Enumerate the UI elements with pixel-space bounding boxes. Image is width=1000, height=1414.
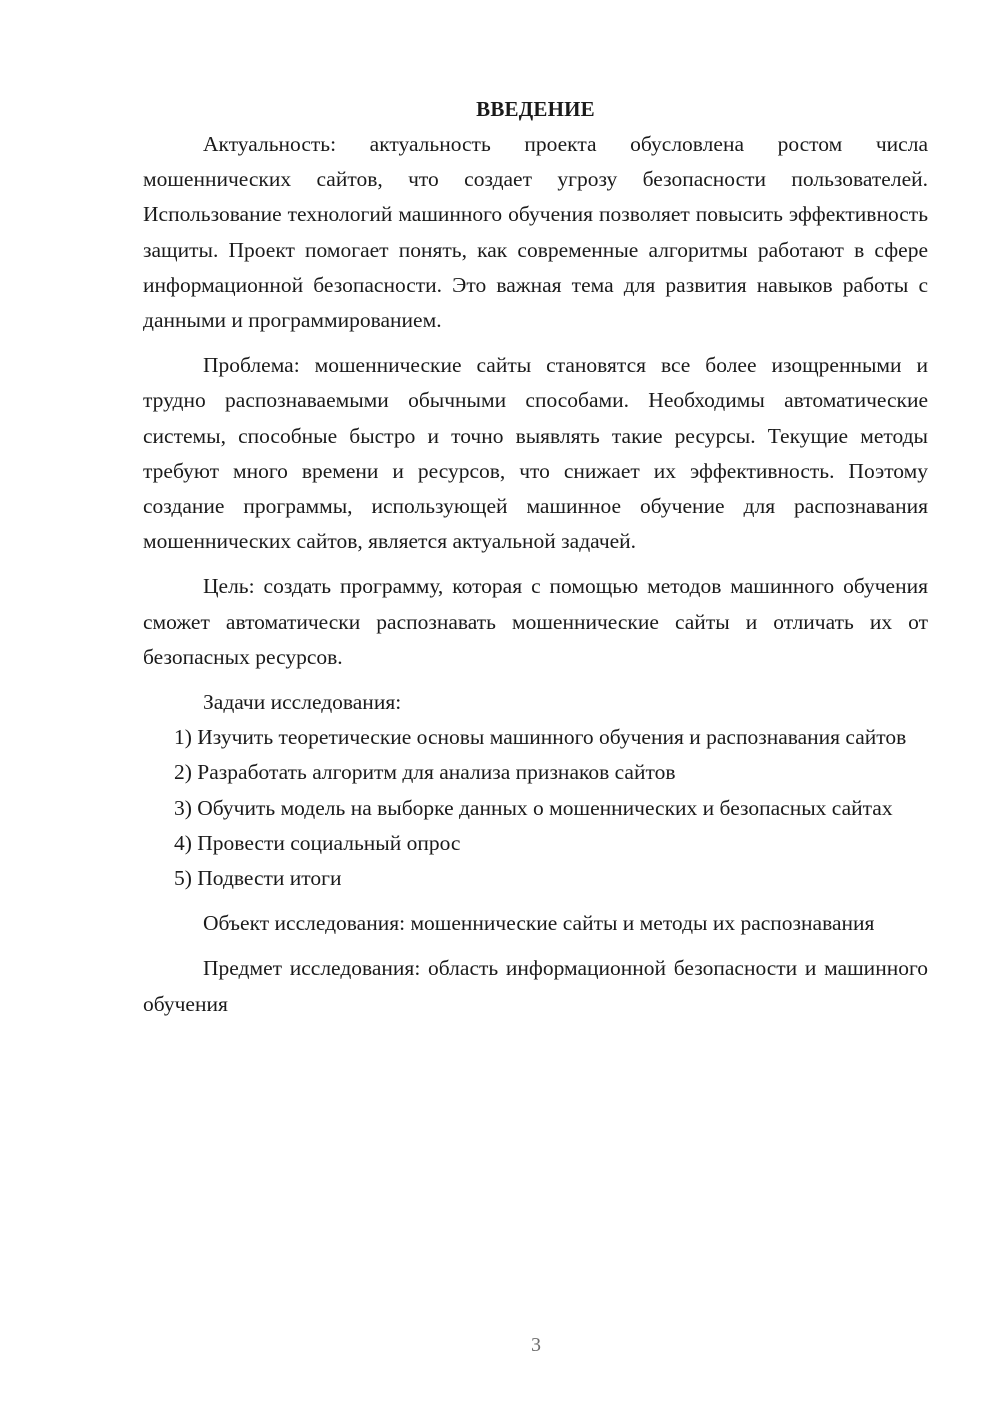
list-item: 3) Обучить модель на выборке данных о мошеннических и безопасных сайтах xyxy=(174,795,893,820)
page-number: 3 xyxy=(531,1334,541,1356)
paragraph-goal: Цель: создать программу, которая с помощью методов машинного обучения сможет автоматически распознавать мошеннические сайты и отличать их от безопасных ресурсов. xyxy=(143,574,928,669)
list-item: 4) Провести социальный опрос xyxy=(174,830,461,855)
list-item: 2) Разработать алгоритм для анализа признаков сайтов xyxy=(174,760,676,785)
paragraph-object: Объект исследования: мошеннические сайты и методы их распознавания xyxy=(203,911,875,936)
paragraph-subject: Предмет исследования: область информационной безопасности и машинного обучения xyxy=(143,956,928,1016)
list-item: 5) Подвести итоги xyxy=(174,866,342,891)
paragraph-problem: Проблема: мошеннические сайты становятся все более изощренными и трудно распознаваемыми обычными способами. Необходимы автоматические системы, способные быстро и точно выявлять такие ресурсы. Текущие методы требуют много времени и ресурсов, что снижает их эффективность. Поэтому создание программы, использующей машинное обучение для распознавания мошеннических сайтов, является актуальной задачей. xyxy=(143,353,928,554)
section-heading: ВВЕДЕНИЕ xyxy=(476,97,595,121)
list-item: 1) Изучить теоретические основы машинного обучения и распознавания сайтов xyxy=(174,725,907,750)
tasks-intro: Задачи исследования: xyxy=(203,690,402,715)
tasks-list xyxy=(143,720,928,896)
paragraph-relevance: Актуальность: актуальность проекта обусловлена ростом числа мошеннических сайтов, что создает угрозу безопасности пользователей. Использование технологий машинного обучения позволяет повысить эффективность защиты. Проект помогает понять, как современные алгоритмы работают в сфере информационной безопасности. Это важная тема для развития навыков работы с данными и программированием. xyxy=(143,132,928,333)
document-page xyxy=(143,90,928,1022)
